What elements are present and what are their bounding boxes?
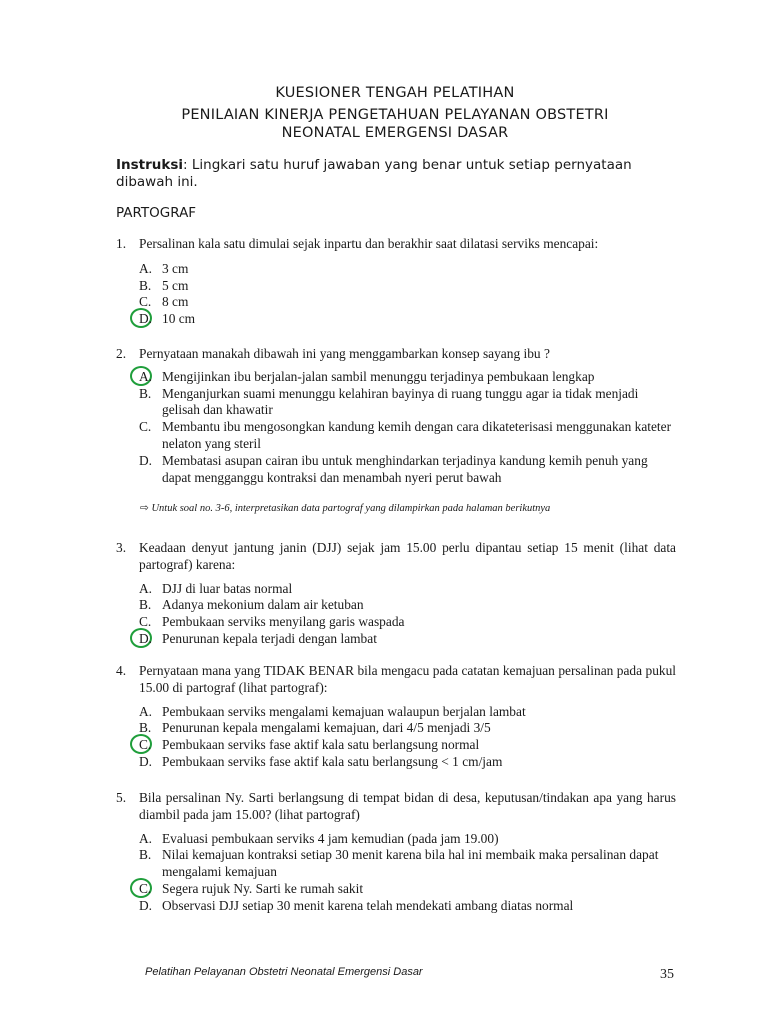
- option-letter: B.: [139, 847, 152, 863]
- option-d[interactable]: [116, 631, 676, 648]
- question-number: 2.: [116, 346, 127, 361]
- question-number: 1.: [116, 236, 127, 251]
- option-text: Nilai kemajuan kontraksi setiap 30 menit karena bila hal ini membaik maka persalinan dapat mengalami kemajuan: [162, 847, 659, 880]
- question-text: Bila persalinan Ny. Sarti berlangsung di tempat bidan di desa, keputusan/tindakan apa yang harus diambil pada jam 15.00? (lihat partograf): [139, 790, 676, 822]
- option-c[interactable]: [116, 881, 676, 898]
- option-text: DJJ di luar batas normal: [162, 580, 293, 596]
- option-d[interactable]: [116, 453, 676, 487]
- option-b[interactable]: [116, 597, 676, 614]
- option-a[interactable]: [116, 704, 676, 721]
- instruction-label: Instruksi: [116, 157, 184, 173]
- instruction-text: Lingkari satu huruf jawaban yang benar untuk setiap pernyataan dibawah ini.: [116, 157, 632, 190]
- option-text: Penurunan kepala terjadi dengan lambat: [162, 630, 377, 646]
- question-text: Pernyataan mana yang TIDAK BENAR bila mengacu pada catatan kemajuan persalinan pada pukul 15.00 di partograf (lihat partograf):: [139, 663, 676, 695]
- question-3: [116, 540, 676, 648]
- option-letter: C.: [139, 737, 152, 753]
- option-d[interactable]: [116, 311, 676, 328]
- section-heading: PARTOGRAF: [116, 205, 197, 221]
- instruction-colon: :: [183, 157, 188, 173]
- question-number: 4.: [116, 663, 127, 678]
- title-line-3: NEONATAL EMERGENSI DASAR: [281, 125, 509, 141]
- option-text: 5 cm: [162, 277, 189, 293]
- option-a[interactable]: [116, 261, 676, 278]
- question-number: 5.: [116, 790, 127, 805]
- option-b[interactable]: [116, 386, 676, 420]
- option-letter: A.: [139, 260, 153, 276]
- option-text: Pembukaan serviks fase aktif kala satu berlangsung normal: [162, 737, 480, 753]
- option-text: Adanya mekonium dalam air ketuban: [162, 597, 364, 613]
- option-text: Segera rujuk Ny. Sarti ke rumah sakit: [162, 880, 364, 896]
- option-letter: D.: [139, 753, 153, 769]
- note-text: Untuk soal no. 3-6, interpretasikan data partograf yang dilampirkan pada halaman berikutnya: [151, 503, 551, 514]
- option-d[interactable]: [116, 898, 676, 915]
- option-text: Membantu ibu mengosongkan kandung kemih dengan cara dikateterisasi menggunakan kateter nelaton yang steril: [162, 419, 672, 451]
- option-letter: C.: [139, 880, 152, 896]
- question-5: [116, 790, 676, 915]
- question-4: [116, 663, 676, 771]
- instruction: [116, 157, 676, 191]
- option-letter: D.: [139, 311, 153, 327]
- option-text: Menganjurkan suami menunggu kelahiran bayinya di ruang tunggu agar ia tidak menjadi gelisah dan khawatir: [162, 385, 639, 418]
- option-letter: D.: [139, 897, 153, 913]
- arrow-right-outline-icon: ⇨: [140, 503, 152, 514]
- option-a[interactable]: [116, 581, 676, 598]
- question-2: [116, 346, 676, 486]
- option-letter: A.: [139, 830, 153, 846]
- option-c[interactable]: [116, 737, 676, 754]
- question-number: 3.: [116, 540, 127, 555]
- option-text: 10 cm: [162, 311, 196, 327]
- option-text: Mengijinkan ibu berjalan-jalan sambil menunggu terjadinya pembukaan lengkap: [162, 368, 595, 384]
- title-line-1: KUESIONER TENGAH PELATIHAN: [275, 85, 515, 101]
- option-letter: B.: [139, 720, 152, 736]
- page-number: 35: [660, 967, 674, 982]
- option-letter: C.: [139, 294, 152, 310]
- option-text: Pembukaan serviks mengalami kemajuan walaupun berjalan lambat: [162, 703, 526, 719]
- option-text: 8 cm: [162, 294, 189, 310]
- option-letter: D.: [139, 630, 153, 646]
- option-text: Penurunan kepala mengalami kemajuan, dari 4/5 menjadi 3/5: [162, 720, 491, 736]
- option-c[interactable]: [116, 614, 676, 631]
- option-text: Observasi DJJ setiap 30 menit karena telah mendekati ambang diatas normal: [162, 897, 574, 913]
- option-c[interactable]: [116, 294, 676, 311]
- option-b[interactable]: [116, 847, 676, 881]
- option-text: Evaluasi pembukaan serviks 4 jam kemudian (pada jam 19.00): [162, 830, 499, 846]
- option-a[interactable]: [116, 831, 676, 848]
- option-letter: A.: [139, 703, 153, 719]
- option-letter: A.: [139, 580, 153, 596]
- question-text: Persalinan kala satu dimulai sejak inpartu dan berakhir saat dilatasi serviks mencapai:: [139, 236, 599, 251]
- option-letter: B.: [139, 277, 152, 293]
- option-b[interactable]: [116, 720, 676, 737]
- option-letter: B.: [139, 597, 152, 613]
- question-1: [116, 236, 676, 328]
- option-letter: C.: [139, 419, 152, 435]
- option-letter: A.: [139, 368, 153, 384]
- partograf-note: [140, 502, 550, 514]
- option-a[interactable]: [116, 369, 676, 386]
- option-b[interactable]: [116, 278, 676, 295]
- footer-title: Pelatihan Pelayanan Obstetri Neonatal Emergensi Dasar: [145, 966, 423, 978]
- option-letter: C.: [139, 614, 152, 630]
- option-text: Pembukaan serviks fase aktif kala satu berlangsung < 1 cm/jam: [162, 753, 503, 769]
- option-d[interactable]: [116, 754, 676, 771]
- option-letter: D.: [139, 452, 153, 468]
- option-text: Pembukaan serviks menyilang garis waspada: [162, 614, 405, 630]
- question-text: Keadaan denyut jantung janin (DJJ) sejak jam 15.00 perlu dipantau setiap 15 menit (lihat data partograf) karena:: [139, 540, 676, 572]
- option-text: 3 cm: [162, 260, 189, 276]
- option-letter: B.: [139, 385, 152, 401]
- question-text: Pernyataan manakah dibawah ini yang menggambarkan konsep sayang ibu ?: [139, 346, 550, 361]
- title-line-2: PENILAIAN KINERJA PENGETAHUAN PELAYANAN OBSTETRI: [181, 107, 609, 123]
- option-text: Membatasi asupan cairan ibu untuk menghindarkan terjadinya kandung kemih penuh yang dapat mengganggu kontraksi dan menambah nyeri perut bawah: [162, 452, 648, 485]
- option-c[interactable]: [116, 419, 676, 453]
